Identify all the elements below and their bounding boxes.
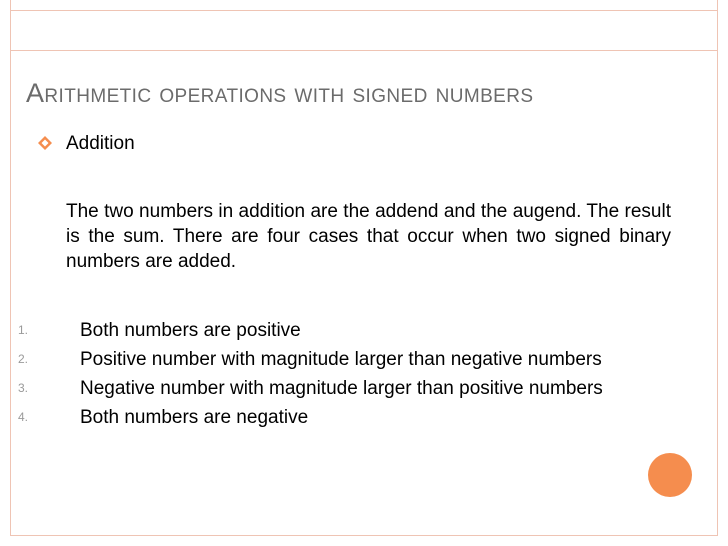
list-number: 4. — [18, 410, 29, 424]
top-rule — [10, 10, 718, 11]
list-number: 1. — [18, 323, 29, 337]
list-item — [18, 405, 672, 430]
decorative-circle — [648, 453, 692, 497]
list-text: Negative number with magnitude larger than positive numbers — [80, 378, 603, 399]
list-item — [18, 347, 672, 372]
list-number: 3. — [18, 381, 29, 395]
list-text: Positive number with magnitude larger than negative numbers — [80, 349, 602, 370]
slide-title: Arithmetic operations with signed numbers — [26, 78, 534, 108]
addition-description: The two numbers in addition are the addend and the augend. The result is the sum. There are four cases that occur when two signed binary numbers are added. — [66, 201, 671, 272]
list-item — [18, 376, 672, 401]
header-rule — [10, 50, 718, 51]
list-number: 2. — [18, 352, 29, 366]
list-text: Both numbers are positive — [80, 320, 301, 341]
list-item — [18, 318, 672, 343]
list-text: Both numbers are negative — [80, 407, 309, 428]
cases-list — [18, 318, 672, 434]
diamond-bullet-icon — [38, 136, 52, 150]
bullet-label: Addition — [66, 133, 135, 154]
